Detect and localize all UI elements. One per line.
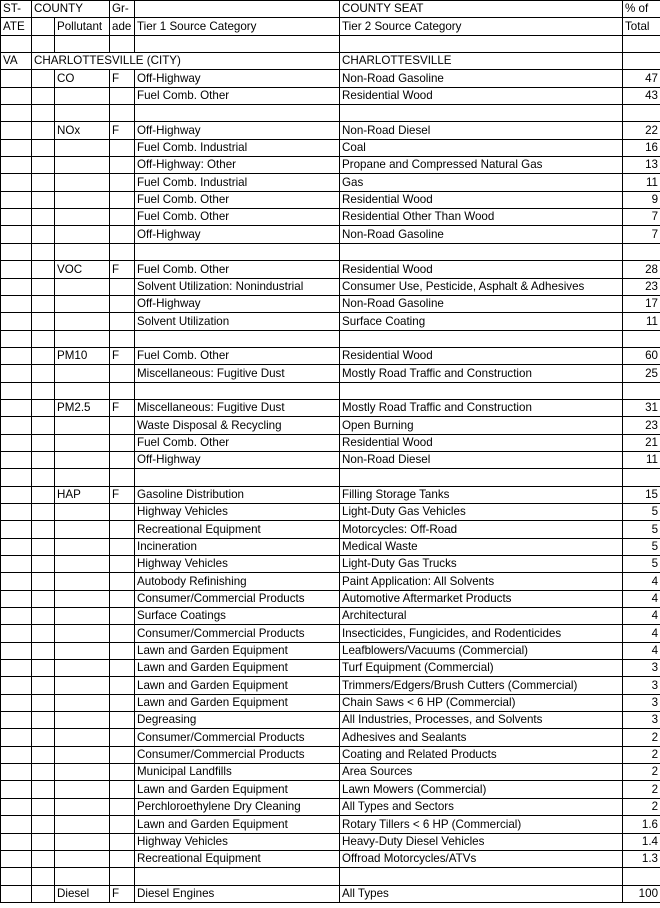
table-row <box>1 521 660 538</box>
percent-value: 4 <box>623 573 660 590</box>
table-row <box>1 365 660 382</box>
table-row <box>1 816 660 833</box>
percent-value: 2 <box>623 798 660 815</box>
table-row <box>1 608 660 625</box>
grade-cell: F <box>110 486 135 503</box>
table-row <box>1 573 660 590</box>
table-row <box>1 261 660 278</box>
tier2-category: Architectural <box>340 608 623 625</box>
tier2-category: Residential Wood <box>340 87 623 104</box>
state-header: ST- <box>1 1 32 18</box>
tier2-category: Area Sources <box>340 764 623 781</box>
pollutant-cell: NOx <box>55 122 110 139</box>
percent-value: 5 <box>623 556 660 573</box>
tier1-category: Lawn and Garden Equipment <box>135 781 340 798</box>
tier2-category: Adhesives and Sealants <box>340 729 623 746</box>
spacer-row <box>1 330 660 347</box>
county-header-2 <box>32 18 55 35</box>
table-body <box>1 1 660 903</box>
tier2-category: Open Burning <box>340 417 623 434</box>
tier1-category: Miscellaneous: Fugitive Dust <box>135 365 340 382</box>
tier1-category: Incineration <box>135 538 340 555</box>
tier1-category: Lawn and Garden Equipment <box>135 694 340 711</box>
tier1-category: Solvent Utilization: Nonindustrial <box>135 278 340 295</box>
tier2-category: Lawn Mowers (Commercial) <box>340 781 623 798</box>
tier1-category: Autobody Refinishing <box>135 573 340 590</box>
tier1-category: Fuel Comb. Other <box>135 87 340 104</box>
percent-value: 7 <box>623 209 660 226</box>
percent-value: 3 <box>623 694 660 711</box>
tier2-category: Propane and Compressed Natural Gas <box>340 157 623 174</box>
tier2-category: Paint Application: All Solvents <box>340 573 623 590</box>
table-row <box>1 209 660 226</box>
tier2-category: Non-Road Gasoline <box>340 295 623 312</box>
tier2-category: Coal <box>340 139 623 156</box>
tier1-category: Off-Highway <box>135 122 340 139</box>
tier1-category: Highway Vehicles <box>135 503 340 520</box>
percent-value: 23 <box>623 278 660 295</box>
tier2-category: Turf Equipment (Commercial) <box>340 660 623 677</box>
tier1-category: Fuel Comb. Other <box>135 434 340 451</box>
tier2-category: Light-Duty Gas Vehicles <box>340 503 623 520</box>
tier1-category: Fuel Comb. Other <box>135 191 340 208</box>
tier1-category: Lawn and Garden Equipment <box>135 660 340 677</box>
tier1-category: Consumer/Commercial Products <box>135 590 340 607</box>
grade-cell: F <box>110 347 135 364</box>
percent-value: 5 <box>623 538 660 555</box>
tier1-category: Consumer/Commercial Products <box>135 625 340 642</box>
percent-value: 60 <box>623 347 660 364</box>
county-seat-header: COUNTY SEAT <box>340 1 623 18</box>
percent-value: 100 <box>623 885 660 902</box>
table-row <box>1 556 660 573</box>
tier2-category: Residential Wood <box>340 261 623 278</box>
county-name: CHARLOTTESVILLE (CITY) <box>32 53 340 70</box>
tier1-category: Fuel Comb. Industrial <box>135 174 340 191</box>
grade-cell: F <box>110 70 135 87</box>
tier1-category: Consumer/Commercial Products <box>135 746 340 763</box>
tier2-category: Residential Wood <box>340 347 623 364</box>
percent-value: 11 <box>623 451 660 468</box>
state-cell: VA <box>1 53 32 70</box>
table-row <box>1 174 660 191</box>
tier2-category: All Types and Sectors <box>340 798 623 815</box>
percent-value: 13 <box>623 157 660 174</box>
tier1-category: Lawn and Garden Equipment <box>135 677 340 694</box>
table-row <box>1 764 660 781</box>
tier1-category: Recreational Equipment <box>135 521 340 538</box>
percent-value: 11 <box>623 174 660 191</box>
tier1-category: Off-Highway <box>135 295 340 312</box>
grade-cell: F <box>110 122 135 139</box>
table-row <box>1 746 660 763</box>
tier2-category: Non-Road Gasoline <box>340 226 623 243</box>
percent-value: 4 <box>623 590 660 607</box>
table-row <box>1 347 660 364</box>
spacer-row <box>1 35 660 52</box>
percent-value: 4 <box>623 642 660 659</box>
table-row <box>1 139 660 156</box>
table-row <box>1 486 660 503</box>
tier1-category: Off-Highway <box>135 451 340 468</box>
tier1-category: Consumer/Commercial Products <box>135 729 340 746</box>
tier2-category: Consumer Use, Pesticide, Asphalt & Adhesives <box>340 278 623 295</box>
tier1-category: Diesel Engines <box>135 885 340 902</box>
table-row <box>1 885 660 902</box>
percent-value: 5 <box>623 521 660 538</box>
table-row <box>1 434 660 451</box>
location-row <box>1 53 660 70</box>
percent-value: 23 <box>623 417 660 434</box>
table-row <box>1 87 660 104</box>
grade-cell: F <box>110 885 135 902</box>
table-row <box>1 70 660 87</box>
table-row <box>1 677 660 694</box>
header-row-2 <box>1 18 660 35</box>
tier1-category: Degreasing <box>135 712 340 729</box>
spacer-row <box>1 469 660 486</box>
spacer-row <box>1 868 660 885</box>
spacer-row <box>1 105 660 122</box>
grade-header: Gr- <box>110 1 135 18</box>
percent-value: 5 <box>623 503 660 520</box>
tier2-category: Residential Wood <box>340 191 623 208</box>
percent-value: 1.3 <box>623 850 660 867</box>
percent-value: 2 <box>623 781 660 798</box>
tier1-category: Lawn and Garden Equipment <box>135 642 340 659</box>
percent-value: 3 <box>623 712 660 729</box>
county-header: COUNTY <box>32 1 110 18</box>
grade-cell: F <box>110 399 135 416</box>
tier2-category: Offroad Motorcycles/ATVs <box>340 850 623 867</box>
percent-value: 16 <box>623 139 660 156</box>
table-row <box>1 295 660 312</box>
percent-value: 3 <box>623 660 660 677</box>
tier2-category: Medical Waste <box>340 538 623 555</box>
tier2-category: All Industries, Processes, and Solvents <box>340 712 623 729</box>
table-row <box>1 833 660 850</box>
pollutant-cell: VOC <box>55 261 110 278</box>
tier2-category: Gas <box>340 174 623 191</box>
table-row <box>1 503 660 520</box>
tier1-category: Off-Highway <box>135 226 340 243</box>
pollutant-cell: HAP <box>55 486 110 503</box>
percent-value: 3 <box>623 677 660 694</box>
percent-value: 25 <box>623 365 660 382</box>
percent-value: 43 <box>623 87 660 104</box>
table-row <box>1 625 660 642</box>
table-row <box>1 157 660 174</box>
pollutant-cell: CO <box>55 70 110 87</box>
percent-value: 31 <box>623 399 660 416</box>
percent-header: % of <box>623 1 660 18</box>
percent-value: 1.6 <box>623 816 660 833</box>
spacer-row <box>1 243 660 260</box>
tier2-category: Motorcycles: Off-Road <box>340 521 623 538</box>
tier1-category: Off-Highway <box>135 70 340 87</box>
table-row <box>1 417 660 434</box>
percent-header-2: Total <box>623 18 660 35</box>
tier2-category: Trimmers/Edgers/Brush Cutters (Commercial) <box>340 677 623 694</box>
tier1-category: Surface Coatings <box>135 608 340 625</box>
tier2-category: All Types <box>340 885 623 902</box>
percent-value: 4 <box>623 608 660 625</box>
percent-value: 2 <box>623 764 660 781</box>
tier2-category: Surface Coating <box>340 313 623 330</box>
tier1-category: Off-Highway: Other <box>135 157 340 174</box>
table-row <box>1 590 660 607</box>
tier2-header: Tier 2 Source Category <box>340 18 623 35</box>
percent-value: 28 <box>623 261 660 278</box>
percent-value: 4 <box>623 625 660 642</box>
tier2-category: Rotary Tillers < 6 HP (Commercial) <box>340 816 623 833</box>
tier2-category: Light-Duty Gas Trucks <box>340 556 623 573</box>
grade-cell: F <box>110 261 135 278</box>
table-row <box>1 660 660 677</box>
tier2-category: Filling Storage Tanks <box>340 486 623 503</box>
table-row <box>1 451 660 468</box>
percent-value: 22 <box>623 122 660 139</box>
tier2-category: Chain Saws < 6 HP (Commercial) <box>340 694 623 711</box>
tier1-header-blank <box>135 1 340 18</box>
pollutant-cell: PM10 <box>55 347 110 364</box>
tier1-category: Miscellaneous: Fugitive Dust <box>135 399 340 416</box>
pollutant-cell: PM2.5 <box>55 399 110 416</box>
tier1-category: Solvent Utilization <box>135 313 340 330</box>
tier1-category: Highway Vehicles <box>135 556 340 573</box>
tier2-category: Non-Road Diesel <box>340 451 623 468</box>
percent-value: 15 <box>623 486 660 503</box>
tier1-category: Highway Vehicles <box>135 833 340 850</box>
table-row <box>1 191 660 208</box>
table-row <box>1 642 660 659</box>
tier2-category: Coating and Related Products <box>340 746 623 763</box>
tier1-category: Recreational Equipment <box>135 850 340 867</box>
tier2-category: Mostly Road Traffic and Construction <box>340 365 623 382</box>
tier2-category: Heavy-Duty Diesel Vehicles <box>340 833 623 850</box>
tier1-category: Lawn and Garden Equipment <box>135 816 340 833</box>
table-row <box>1 538 660 555</box>
table-row <box>1 798 660 815</box>
percent-value: 7 <box>623 226 660 243</box>
tier1-category: Gasoline Distribution <box>135 486 340 503</box>
table-row <box>1 399 660 416</box>
percent-value: 47 <box>623 70 660 87</box>
table-row <box>1 278 660 295</box>
tier2-category: Automotive Aftermarket Products <box>340 590 623 607</box>
tier1-category: Waste Disposal & Recycling <box>135 417 340 434</box>
tier2-category: Mostly Road Traffic and Construction <box>340 399 623 416</box>
table-row <box>1 850 660 867</box>
grade-header-2: ade <box>110 18 135 35</box>
tier2-category: Insecticides, Fungicides, and Rodenticides <box>340 625 623 642</box>
tier2-category: Residential Other Than Wood <box>340 209 623 226</box>
table-row <box>1 781 660 798</box>
tier1-category: Perchloroethylene Dry Cleaning <box>135 798 340 815</box>
table-row <box>1 729 660 746</box>
percent-value: 1.4 <box>623 833 660 850</box>
table-row <box>1 122 660 139</box>
percent-value: 9 <box>623 191 660 208</box>
pollutant-header: Pollutant <box>55 18 110 35</box>
table-row <box>1 712 660 729</box>
table-row <box>1 694 660 711</box>
tier1-category: Fuel Comb. Other <box>135 347 340 364</box>
tier2-category: Non-Road Gasoline <box>340 70 623 87</box>
table-row <box>1 226 660 243</box>
spacer-row <box>1 382 660 399</box>
tier2-category: Non-Road Diesel <box>340 122 623 139</box>
percent-value: 2 <box>623 729 660 746</box>
percent-value: 2 <box>623 746 660 763</box>
state-header-2: ATE <box>1 18 32 35</box>
county-seat-name: CHARLOTTESVILLE <box>340 53 623 70</box>
tier1-category: Municipal Landfills <box>135 764 340 781</box>
pollutant-cell: Diesel <box>55 885 110 902</box>
percent-value: 17 <box>623 295 660 312</box>
table-row <box>1 313 660 330</box>
header-row-1 <box>1 1 660 18</box>
tier1-category: Fuel Comb. Other <box>135 209 340 226</box>
tier2-category: Residential Wood <box>340 434 623 451</box>
percent-value: 21 <box>623 434 660 451</box>
percent-value: 11 <box>623 313 660 330</box>
tier1-header: Tier 1 Source Category <box>135 18 340 35</box>
tier2-category: Leafblowers/Vacuums (Commercial) <box>340 642 623 659</box>
tier1-category: Fuel Comb. Other <box>135 261 340 278</box>
tier1-category: Fuel Comb. Industrial <box>135 139 340 156</box>
